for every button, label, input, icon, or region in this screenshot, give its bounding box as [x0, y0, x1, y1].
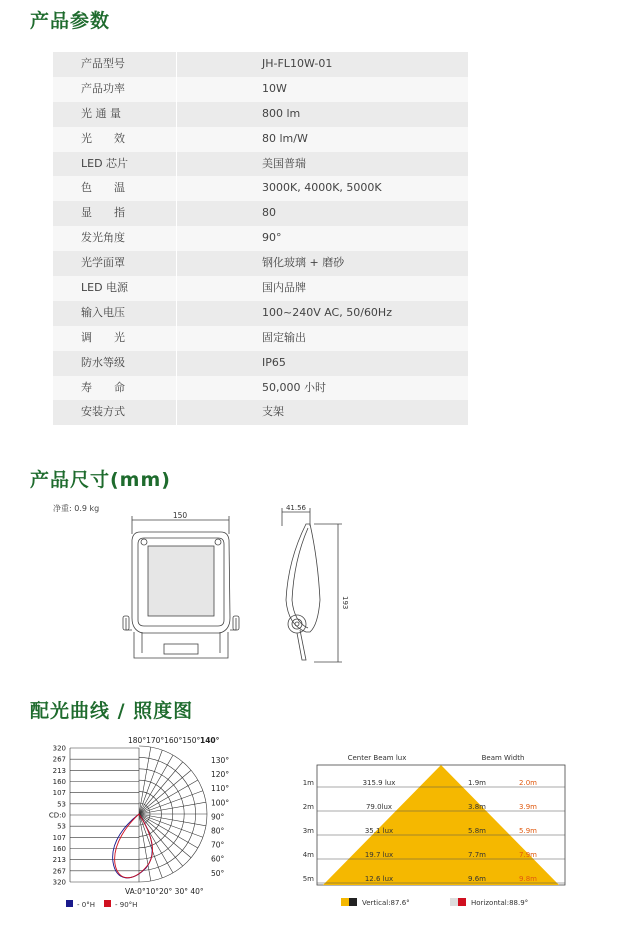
spec-value: 50,000 小时	[262, 380, 326, 394]
dim-width: 150	[172, 511, 188, 520]
spec-value: 钢化玻璃 + 磨砂	[262, 256, 345, 270]
illuminance-chart	[295, 750, 575, 912]
spec-row	[53, 52, 468, 77]
spec-row	[53, 400, 468, 425]
spec-row	[53, 102, 468, 127]
legend-vertical-swatch-a	[341, 898, 349, 906]
spec-key: 寿 命	[53, 376, 177, 401]
spec-row	[53, 376, 468, 401]
legend-0h: - 0°H	[77, 901, 95, 909]
legend-90h-swatch	[104, 900, 111, 907]
spec-key: 光 效	[53, 127, 177, 152]
lux-row-vertical-width: 5.8m	[468, 827, 486, 835]
spec-row	[53, 77, 468, 102]
spec-row	[53, 152, 468, 177]
polar-scale-label: 267	[52, 867, 66, 876]
section-title-params: 产品参数	[30, 10, 111, 32]
lux-row-horizontal-width: 2.0m	[519, 779, 537, 787]
spec-value: 800 lm	[262, 106, 301, 120]
section-title-curve: 配光曲线 / 照度图	[30, 700, 194, 722]
spec-key: 防水等级	[53, 351, 177, 376]
polar-scale-label: 107	[52, 833, 66, 842]
spec-key: 调 光	[53, 326, 177, 351]
spec-row	[53, 276, 468, 301]
lux-row-vertical-width: 7.7m	[468, 851, 486, 859]
legend-horizontal-swatch-a	[450, 898, 458, 906]
spec-value: 固定输出	[262, 330, 306, 344]
spec-key: LED 芯片	[53, 152, 177, 177]
spec-row	[53, 201, 468, 226]
polar-angle-label: 70°	[211, 840, 225, 850]
col-header-lux: Center Beam lux	[347, 754, 407, 762]
lux-row-center-lux: 79.0lux	[365, 803, 393, 811]
lux-row-distance: 2m	[302, 803, 314, 811]
spec-key: 显 指	[53, 201, 177, 226]
polar-angle-label: 120°	[211, 770, 230, 780]
spec-key: 安装方式	[53, 400, 177, 425]
spec-row	[53, 251, 468, 276]
spec-key: 产品功率	[53, 77, 177, 102]
spec-value: 80	[262, 206, 276, 220]
lux-row-vertical-width: 1.9m	[468, 779, 486, 787]
lux-row-center-lux: 315.9 lux	[362, 779, 396, 787]
spec-value: 80 lm/W	[262, 131, 308, 145]
lux-row-center-lux: 19.7 lux	[364, 851, 394, 859]
lux-row-horizontal-width: 9.8m	[519, 875, 537, 883]
spec-key: 色 温	[53, 176, 177, 201]
polar-scale-label: 320	[52, 744, 66, 753]
lux-row-distance: 5m	[302, 875, 314, 883]
lux-row-vertical-width: 3.8m	[468, 803, 486, 811]
dim-height: 193	[341, 596, 349, 610]
spec-key: 产品型号	[53, 52, 177, 77]
curve-0h	[113, 814, 153, 878]
spec-row	[53, 226, 468, 251]
polar-scale-label: 53	[57, 822, 66, 831]
lux-row-center-lux: 35.1 lux	[364, 827, 394, 835]
legend-vertical: Vertical:87.6°	[362, 899, 410, 907]
polar-angle-label: 100°	[211, 798, 230, 808]
lux-row-vertical-width: 9.6m	[468, 875, 486, 883]
legend-horizontal: Horizontal:88.9°	[471, 899, 529, 907]
spec-value: 10W	[262, 81, 287, 95]
lux-row-distance: 3m	[302, 827, 314, 835]
spec-value: JH-FL10W-01	[262, 57, 333, 70]
spec-value: 3000K, 4000K, 5000K	[262, 181, 382, 195]
front-view-drawing	[120, 508, 245, 666]
polar-angle-label: 80°	[211, 826, 225, 836]
polar-angle-label: 60°	[211, 854, 225, 864]
polar-angle-label: 50°	[211, 868, 225, 878]
side-view-drawing	[270, 500, 350, 668]
polar-top-angle-140: 140°	[200, 736, 220, 745]
polar-scale-label: 107	[52, 789, 66, 798]
polar-angle-label: 90°	[211, 812, 225, 822]
spec-key: 光学面罩	[53, 251, 177, 276]
spec-value: 100~240V AC, 50/60Hz	[262, 305, 392, 319]
spec-row	[53, 127, 468, 152]
polar-angle-label: 130°	[211, 756, 230, 765]
polar-scale-label: 213	[52, 856, 66, 865]
lux-row-distance: 4m	[302, 851, 314, 859]
lux-row-center-lux: 12.6 lux	[364, 875, 394, 883]
spec-row	[53, 326, 468, 351]
polar-scale-label: 267	[52, 755, 66, 764]
polar-top-angles: 180°170°160°150°	[128, 736, 201, 745]
spec-value: IP65	[262, 355, 286, 369]
dim-depth: 41.56	[285, 504, 307, 512]
legend-0h-swatch	[66, 900, 73, 907]
spec-row	[53, 176, 468, 201]
polar-scale-label: 213	[52, 766, 66, 775]
polar-bottom-angles: VA:0°10°20° 30° 40°	[125, 887, 204, 896]
spec-value: 美国普瑞	[262, 156, 306, 170]
spec-row	[53, 301, 468, 326]
section-title-size: 产品尺寸(mm)	[30, 469, 171, 491]
lux-row-horizontal-width: 3.9m	[519, 803, 537, 811]
spec-key: 发光角度	[53, 226, 177, 251]
legend-vertical-swatch-b	[349, 898, 357, 906]
spec-key: 输入电压	[53, 301, 177, 326]
polar-scale-label: 160	[52, 778, 66, 786]
polar-scale-label: 320	[52, 878, 66, 887]
legend-90h: - 90°H	[115, 901, 138, 909]
lux-row-distance: 1m	[302, 779, 314, 787]
legend-horizontal-swatch-b	[458, 898, 466, 906]
lux-row-horizontal-width: 5.9m	[519, 827, 537, 835]
spec-row	[53, 351, 468, 376]
spec-value: 90°	[262, 231, 282, 245]
col-header-width: Beam Width	[481, 754, 525, 762]
spec-value: 国内品牌	[262, 281, 306, 295]
polar-angle-label: 110°	[211, 784, 230, 794]
lux-row-horizontal-width: 7.9m	[519, 851, 537, 859]
polar-candela-chart	[30, 732, 240, 912]
polar-scale-label: CD:0	[48, 811, 66, 820]
polar-scale-label: 53	[57, 800, 66, 809]
spec-table	[53, 52, 468, 425]
polar-scale-label: 160	[52, 845, 66, 853]
spec-key: 光 通 量	[53, 102, 177, 127]
spec-key: LED 电源	[53, 276, 177, 301]
spec-value: 支架	[262, 405, 284, 419]
net-weight: 净重: 0.9 kg	[53, 504, 100, 513]
